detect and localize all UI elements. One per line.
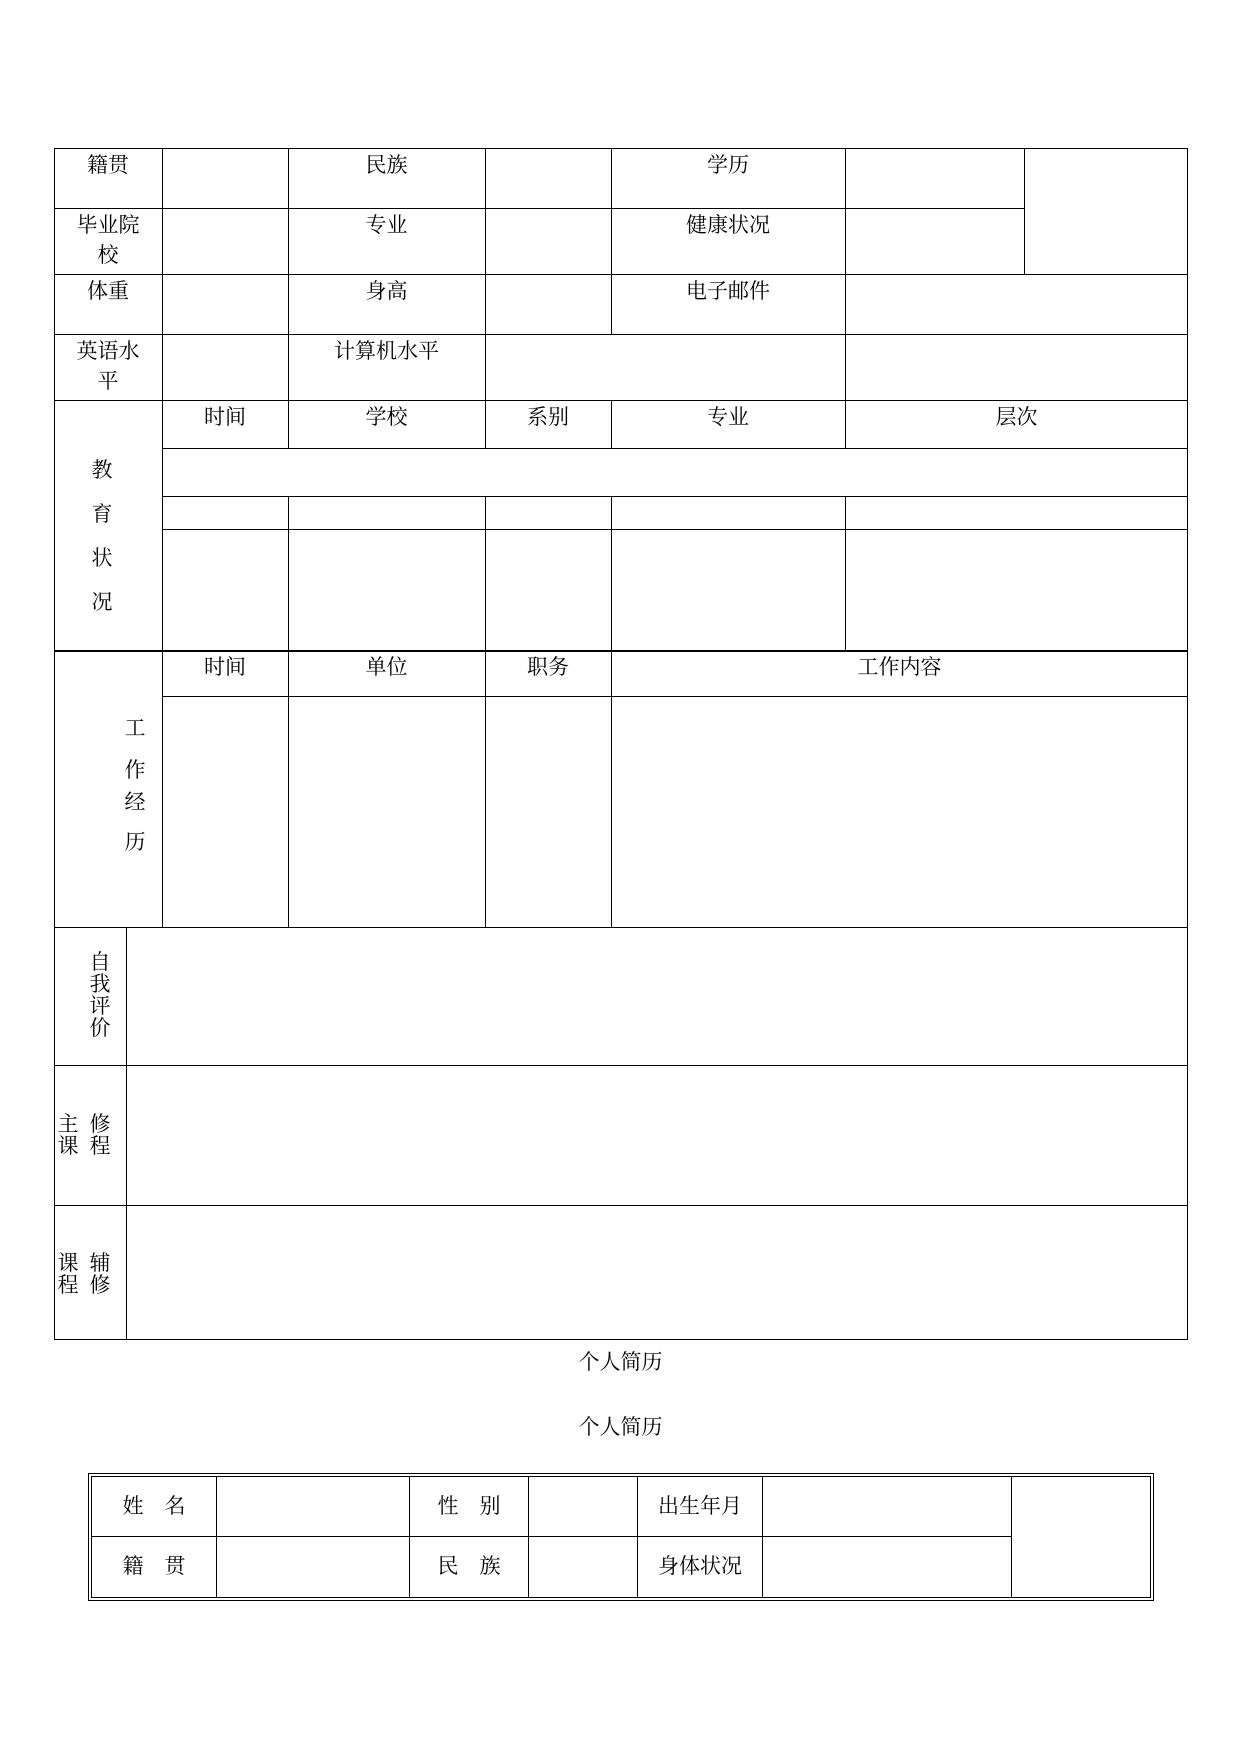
edu-header-school: 学校 xyxy=(365,405,408,429)
work-section-label xyxy=(120,710,150,860)
work-section-char: 历 xyxy=(124,830,146,854)
email-label: 电子邮件 xyxy=(686,279,770,303)
english-level-label xyxy=(54,336,162,397)
computer-level-label: 计算机水平 xyxy=(334,339,439,363)
education-label: 学历 xyxy=(707,153,749,177)
self-eval-char: 我 xyxy=(89,972,111,996)
education-section-char: 状 xyxy=(91,546,113,570)
edu-header-level: 层次 xyxy=(995,405,1038,429)
weight-label: 体重 xyxy=(87,279,129,303)
minor-courses-char: 修 xyxy=(89,1273,111,1297)
self-evaluation-label xyxy=(85,951,115,1039)
native-place-label-2: 籍 贯 xyxy=(122,1554,186,1578)
education-section-label xyxy=(87,448,117,624)
edu-header-department: 系别 xyxy=(527,405,569,429)
work-header-employer: 单位 xyxy=(365,655,408,679)
education-section-char: 况 xyxy=(91,590,113,614)
graduate-school-label xyxy=(54,210,162,271)
self-eval-char: 评 xyxy=(89,994,111,1018)
health-label: 健康状况 xyxy=(686,213,770,237)
minor-courses-char: 课 xyxy=(57,1251,79,1275)
english-level-label-line1: 英语水 xyxy=(76,339,140,363)
self-eval-char: 自 xyxy=(89,950,111,974)
english-level-label-line2: 平 xyxy=(97,369,119,394)
main-courses-label-col2 xyxy=(85,1113,115,1157)
name-label: 姓 名 xyxy=(122,1494,186,1518)
birth-date-label: 出生年月 xyxy=(658,1494,742,1518)
work-section-char: 工 xyxy=(124,716,146,740)
main-courses-char: 课 xyxy=(57,1134,79,1158)
minor-courses-char: 辅 xyxy=(89,1251,111,1275)
work-section-char: 经 xyxy=(124,790,146,814)
main-courses-char: 程 xyxy=(89,1134,111,1158)
native-place-label: 籍贯 xyxy=(87,153,129,177)
graduate-school-label-line1: 毕业院 xyxy=(76,213,140,237)
minor-courses-label-col2 xyxy=(85,1252,115,1296)
major-label: 专业 xyxy=(365,213,408,237)
education-section-char: 教 xyxy=(91,458,113,482)
main-courses-label-col1 xyxy=(53,1113,83,1157)
main-courses-char: 主 xyxy=(57,1112,79,1136)
graduate-school-label-line2: 校 xyxy=(97,243,119,268)
minor-courses-char: 程 xyxy=(57,1273,79,1297)
work-header-time: 时间 xyxy=(204,655,246,679)
work-header-position: 职务 xyxy=(527,655,569,679)
ethnicity-label: 民族 xyxy=(365,153,408,177)
physical-condition-label: 身体状况 xyxy=(658,1554,742,1578)
edu-header-time: 时间 xyxy=(204,405,246,429)
gender-label: 性 别 xyxy=(437,1494,501,1518)
resume-title-2: 个人简历 xyxy=(578,1415,663,1439)
work-section-char: 作 xyxy=(124,758,146,782)
education-section-char: 育 xyxy=(91,502,113,526)
main-courses-char: 修 xyxy=(89,1112,111,1136)
ethnicity-label-2: 民 族 xyxy=(437,1554,501,1578)
resume-title-1: 个人简历 xyxy=(578,1350,663,1374)
work-header-content: 工作内容 xyxy=(857,655,942,679)
minor-courses-label-col1 xyxy=(53,1252,83,1296)
height-label: 身高 xyxy=(365,279,408,303)
edu-header-major: 专业 xyxy=(707,405,749,429)
self-eval-char: 价 xyxy=(89,1016,111,1040)
